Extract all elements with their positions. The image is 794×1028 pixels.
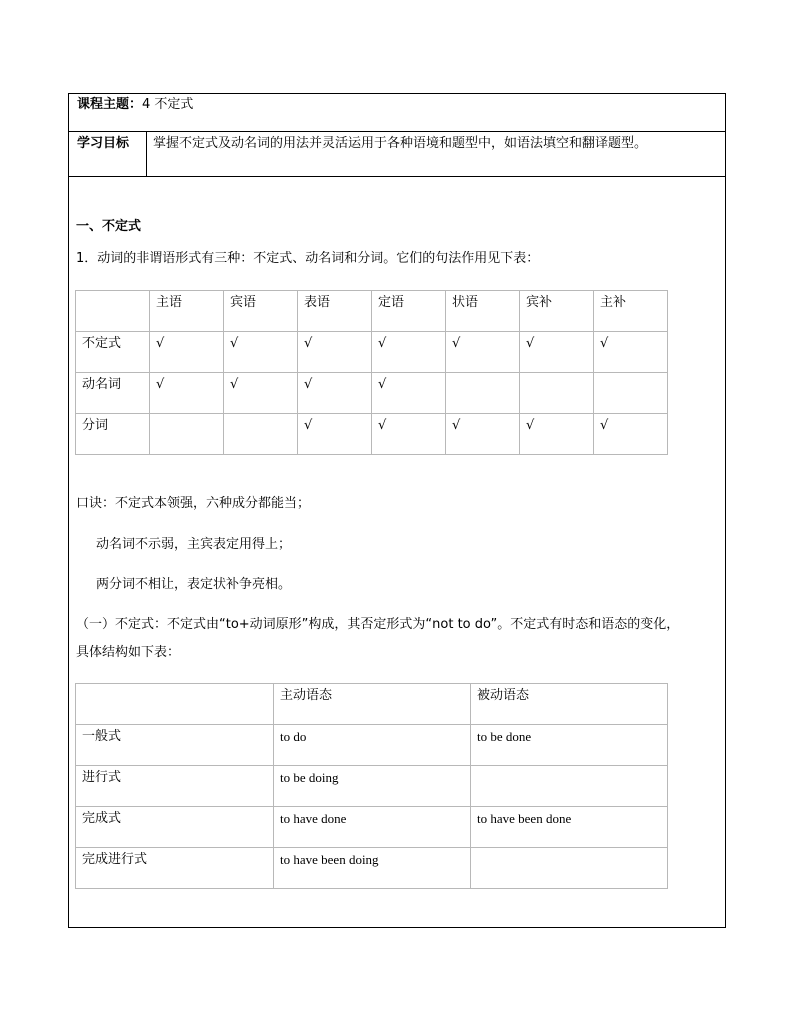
check-cell: √ [224,373,298,414]
syntax-function-table [75,290,668,455]
topic-label: 课程主题： [77,97,143,112]
mnemonic-line-2: 动名词不示弱，主宾表定用得上； [96,537,292,552]
table-row [76,684,668,725]
infinitive-definition-line-2: 具体结构如下表： [76,645,181,660]
table-cell [76,291,150,332]
section-heading: 一、不定式 [76,219,142,234]
table-row [76,291,668,332]
topic-value: 4 不定式 [142,97,194,112]
table-cell: 动名词 [76,373,150,414]
table-row [76,725,668,766]
table-cell: 主动语态 [274,684,471,725]
table-cell: 进行式 [76,766,274,807]
table-cell: 宾语 [224,291,298,332]
mnemonic-line-3: 两分词不相让，表定状补争亮相。 [96,577,292,592]
goal-value: 掌握不定式及动名词的用法并灵活运用于各种语境和题型中，如语法填空和翻译题型。 [153,136,648,151]
table-cell: to have been done [471,807,668,848]
table-cell [471,848,668,889]
goal-row [69,132,725,177]
check-cell: √ [298,332,372,373]
table-cell: to have been doing [274,848,471,889]
check-cell: √ [372,414,446,455]
check-cell: √ [594,414,668,455]
table-cell: 被动语态 [471,684,668,725]
check-cell: √ [372,332,446,373]
check-cell: √ [446,332,520,373]
check-cell: √ [298,373,372,414]
check-cell: √ [150,373,224,414]
check-cell: √ [520,414,594,455]
check-cell: √ [372,373,446,414]
table-cell: 宾补 [520,291,594,332]
table-cell: 分词 [76,414,150,455]
table-cell: 完成式 [76,807,274,848]
check-cell: √ [446,414,520,455]
table-cell: 定语 [372,291,446,332]
check-cell: √ [520,332,594,373]
table-row [76,807,668,848]
check-cell: √ [298,414,372,455]
check-cell: √ [150,332,224,373]
table-row [76,373,668,414]
table-cell: 表语 [298,291,372,332]
goal-label: 学习目标 [77,136,130,151]
table-cell: 完成进行式 [76,848,274,889]
check-cell: √ [594,332,668,373]
table-cell: to be done [471,725,668,766]
check-cell [224,414,298,455]
table-cell [471,766,668,807]
mnemonic-line-1: 口诀：不定式本领强，六种成分都能当； [76,496,311,511]
infinitive-forms-table [75,683,668,889]
topic-row [69,94,725,132]
table-cell [76,684,274,725]
check-cell [520,373,594,414]
table-cell: to be doing [274,766,471,807]
table-cell: 不定式 [76,332,150,373]
table-row [76,766,668,807]
check-cell [446,373,520,414]
table-cell: 状语 [446,291,520,332]
table-cell: to have done [274,807,471,848]
table-row [76,332,668,373]
infinitive-definition-line-1: （一）不定式：不定式由“to+动词原形”构成，其否定形式为“not to do”。不定式有时态和语态的变化， [76,617,680,632]
check-cell: √ [224,332,298,373]
table-cell: 一般式 [76,725,274,766]
table-cell: to do [274,725,471,766]
table-row [76,848,668,889]
check-cell [150,414,224,455]
goal-label-cell [69,132,147,176]
check-cell [594,373,668,414]
table-cell: 主补 [594,291,668,332]
table-cell: 主语 [150,291,224,332]
point1-text: 1．动词的非谓语形式有三种：不定式、动名词和分词。它们的句法作用见下表： [76,251,540,266]
table-row [76,414,668,455]
